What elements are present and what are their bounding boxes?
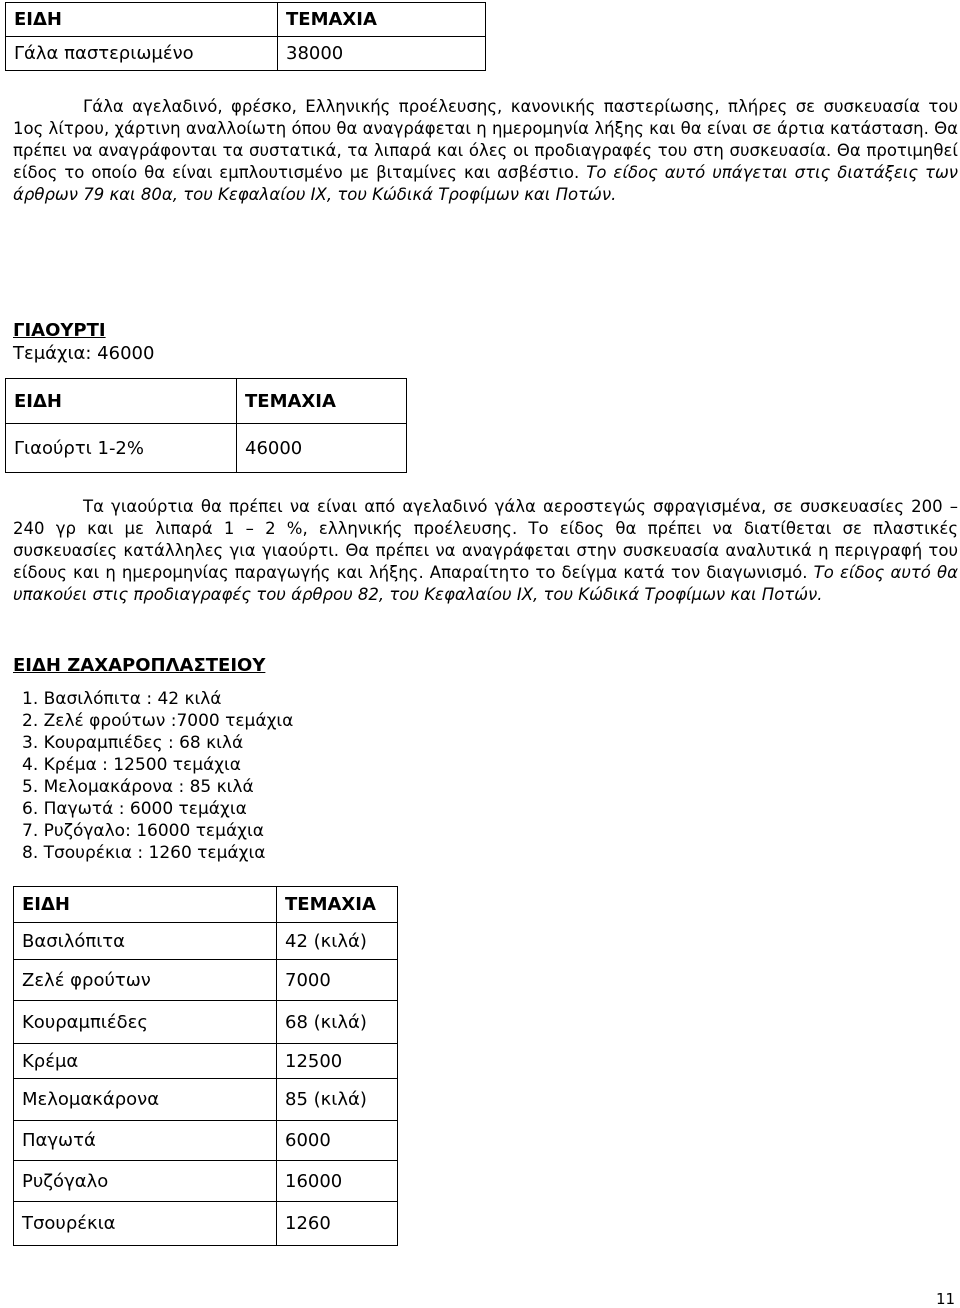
cell-quantity: 6000 bbox=[277, 1121, 398, 1161]
cell-quantity: 12500 bbox=[277, 1044, 398, 1079]
header-cell-item: ΕΙΔΗ bbox=[14, 887, 277, 923]
cell-item: Τσουρέκια bbox=[14, 1202, 277, 1246]
table-header-row bbox=[14, 887, 398, 923]
cell-quantity: 85 (κιλά) bbox=[277, 1079, 398, 1121]
milk-paragraph-italic: Το είδος αυτό υπάγεται στις διατάξεις των άρθρων 79 και 80α, του Κεφαλαίου ΙΧ, του Κώδικά Τροφίμων και Ποτών. bbox=[13, 163, 958, 204]
page-number: 11 bbox=[936, 1290, 956, 1308]
yogurt-paragraph-italic: Το είδος αυτό θα υπακούει στις προδιαγραφές του άρθρου 82, του Κεφαλαίου ΙΧ, του Κώδικά Τροφίμων και Ποτών. bbox=[13, 563, 958, 604]
table-row bbox=[14, 1161, 398, 1202]
yogurt-quantity: Τεμάχια: 46000 bbox=[13, 343, 155, 364]
header-cell-quantity: ΤΕΜΑΧΙΑ bbox=[278, 3, 486, 37]
list-item: 8. Τσουρέκια : 1260 τεμάχια bbox=[22, 843, 266, 863]
table-row bbox=[14, 1079, 398, 1121]
cell-item: Ρυζόγαλο bbox=[14, 1161, 277, 1202]
yogurt-table bbox=[5, 378, 407, 473]
milk-paragraph-text: Γάλα αγελαδινό, φρέσκο, Ελληνικής προέλευσης, κανονικής παστερίωσης, πλήρες σε συσκευασία του 1ος λίτρου, χάρτινη αναλλοίωτη όπου θα αναγράφεται η ημερομηνία λήξης και θα είναι σε άρτια κατάσταση. Θα πρέπει να αναγράφονται τα συστατικά, τα λιπαρά και όλες οι προδιαγραφές του στη συσκευασία. Θα προτιμηθεί είδος το οποίο θα είναι εμπλουτισμένο με βιταμίνες και ασβέστιο. bbox=[13, 97, 958, 182]
yogurt-paragraph-text: Τα γιαούρτια θα πρέπει να είναι από αγελαδινό γάλα αεροστεγώς σφραγισμένα, σε συσκευασίες 200 – 240 γρ και με λιπαρά 1 – 2 %, ελληνικής προέλευσης. Το είδος θα πρέπει να διατίθεται σε πλαστικές συσκευασίες κατάλληλες για γιαούρτι. Θα πρέπει να αναγράφεται στην συσκευασία αναλυτικά η περιγραφή του είδους και η ημερομηνίας παραγωγής και λήξης. Απαραίτητο το δείγμα κατά τον διαγωνισμό. bbox=[13, 497, 958, 582]
yogurt-heading: ΓΙΑΟΥΡΤΙ bbox=[13, 320, 106, 341]
table-header-row bbox=[6, 3, 486, 37]
cell-quantity: 42 (κιλά) bbox=[277, 923, 398, 960]
cell-quantity: 1260 bbox=[277, 1202, 398, 1246]
table-row bbox=[14, 1202, 398, 1246]
list-item: 4. Κρέμα : 12500 τεμάχια bbox=[22, 755, 242, 775]
cell-item: Βασιλόπιτα bbox=[14, 923, 277, 960]
cell-item: Γάλα παστεριωμένο bbox=[6, 37, 278, 71]
cell-item: Κουραμπιέδες bbox=[14, 1001, 277, 1044]
list-item: 7. Ρυζόγαλο: 16000 τεμάχια bbox=[22, 821, 264, 841]
list-item: 5. Μελομακάρονα : 85 κιλά bbox=[22, 777, 254, 797]
table-row bbox=[6, 37, 486, 71]
cell-quantity: 38000 bbox=[278, 37, 486, 71]
cell-item: Κρέμα bbox=[14, 1044, 277, 1079]
list-item: 2. Ζελέ φρούτων :7000 τεμάχια bbox=[22, 711, 294, 731]
cell-quantity: 7000 bbox=[277, 960, 398, 1001]
cell-item: Ζελέ φρούτων bbox=[14, 960, 277, 1001]
header-cell-item: ΕΙΔΗ bbox=[6, 3, 278, 37]
list-item: 3. Κουραμπιέδες : 68 κιλά bbox=[22, 733, 244, 753]
yogurt-paragraph bbox=[13, 496, 958, 606]
pastry-table bbox=[13, 886, 398, 1246]
cell-quantity: 16000 bbox=[277, 1161, 398, 1202]
milk-table bbox=[5, 2, 486, 71]
pastry-heading: ΕΙΔΗ ΖΑΧΑΡΟΠΛΑΣΤΕΙΟΥ bbox=[13, 655, 266, 676]
table-row bbox=[14, 960, 398, 1001]
table-row bbox=[14, 1044, 398, 1079]
header-cell-quantity: ΤΕΜΑΧΙΑ bbox=[277, 887, 398, 923]
cell-quantity: 46000 bbox=[237, 424, 407, 473]
header-cell-item: ΕΙΔΗ bbox=[6, 379, 237, 424]
table-row bbox=[14, 923, 398, 960]
pastry-list bbox=[22, 688, 293, 864]
table-row bbox=[6, 424, 407, 473]
cell-item: Παγωτά bbox=[14, 1121, 277, 1161]
header-cell-quantity: ΤΕΜΑΧΙΑ bbox=[237, 379, 407, 424]
table-row bbox=[14, 1121, 398, 1161]
list-item: 1. Βασιλόπιτα : 42 κιλά bbox=[22, 689, 222, 709]
table-row bbox=[14, 1001, 398, 1044]
table-header-row bbox=[6, 379, 407, 424]
cell-item: Μελομακάρονα bbox=[14, 1079, 277, 1121]
cell-quantity: 68 (κιλά) bbox=[277, 1001, 398, 1044]
cell-item: Γιαούρτι 1-2% bbox=[6, 424, 237, 473]
list-item: 6. Παγωτά : 6000 τεμάχια bbox=[22, 799, 247, 819]
milk-paragraph bbox=[13, 96, 958, 206]
